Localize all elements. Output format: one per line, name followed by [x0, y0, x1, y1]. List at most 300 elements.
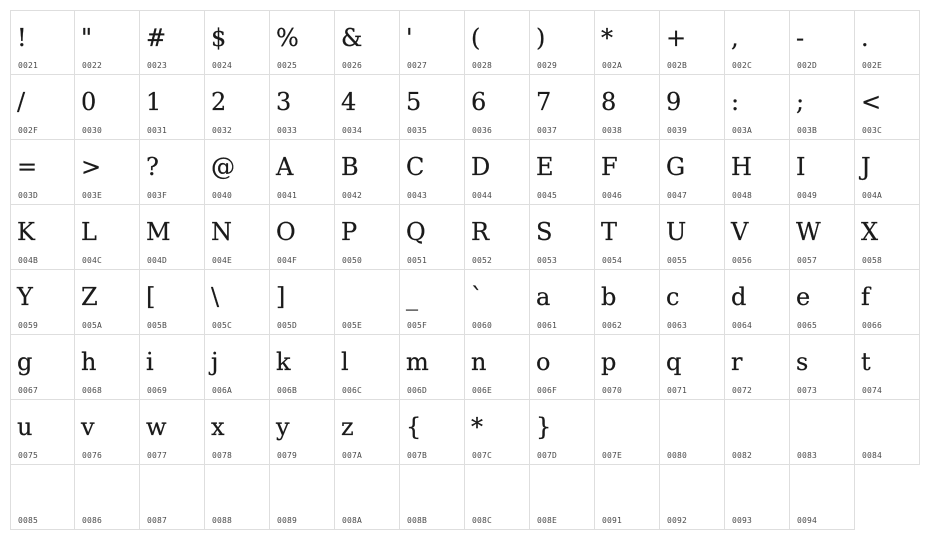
glyph-code-label: 0053 [537, 256, 558, 265]
glyph-sample: w [146, 413, 167, 441]
glyph-code-label: 0047 [667, 191, 688, 200]
glyph-cell[interactable] [790, 465, 855, 530]
glyph-sample: H [731, 153, 752, 181]
glyph-code-label: 003A [732, 126, 753, 135]
glyph-code-label: 004C [82, 256, 103, 265]
glyph-cell[interactable] [660, 10, 725, 75]
glyph-sample: > [81, 153, 102, 181]
glyph-code-label: 0076 [82, 451, 103, 460]
glyph-cell[interactable] [335, 140, 400, 205]
glyph-sample: z [341, 413, 354, 441]
glyph-code-label: 0052 [472, 256, 493, 265]
glyph-code-label: 006F [537, 386, 558, 395]
glyph-code-label: 006C [342, 386, 363, 395]
glyph-cell[interactable] [205, 140, 270, 205]
glyph-cell[interactable] [10, 465, 75, 530]
glyph-code-label: 007C [472, 451, 493, 460]
glyph-cell[interactable] [335, 10, 400, 75]
glyph-sample: M [146, 218, 171, 246]
glyph-sample: 1 [146, 88, 162, 116]
glyph-code-label: 0059 [18, 321, 39, 330]
glyph-code-label: 0060 [472, 321, 493, 330]
glyph-cell[interactable] [660, 335, 725, 400]
glyph-code-label: 005B [147, 321, 168, 330]
glyph-sample: G [666, 153, 686, 181]
glyph-sample: l [341, 348, 349, 376]
glyph-code-label: 0071 [667, 386, 688, 395]
glyph-cell[interactable] [855, 400, 920, 465]
glyph-sample: I [796, 153, 806, 181]
glyph-cell[interactable] [140, 335, 205, 400]
glyph-code-label: 0036 [472, 126, 493, 135]
glyph-sample: * [471, 413, 483, 441]
glyph-sample: ; [796, 88, 805, 116]
glyph-sample: t [861, 348, 871, 376]
glyph-sample: U [666, 218, 687, 246]
glyph-sample: W [796, 218, 821, 246]
glyph-cell[interactable] [855, 205, 920, 270]
glyph-cell[interactable] [400, 465, 465, 530]
glyph-cell[interactable] [660, 75, 725, 140]
glyph-code-label: 003C [862, 126, 883, 135]
glyph-code-label: 004D [147, 256, 168, 265]
glyph-sample: 8 [601, 88, 617, 116]
glyph-cell[interactable] [595, 205, 660, 270]
glyph-code-label: 002D [797, 61, 818, 70]
glyph-sample: T [601, 218, 618, 246]
glyph-cell[interactable] [725, 335, 790, 400]
glyph-code-label: 0063 [667, 321, 688, 330]
glyph-code-label: 004A [862, 191, 883, 200]
glyph-sample: 4 [341, 88, 357, 116]
glyph-code-label: 0057 [797, 256, 818, 265]
glyph-sample: m [406, 348, 429, 376]
glyph-code-label: 007D [537, 451, 558, 460]
glyph-code-label: 006E [472, 386, 493, 395]
glyph-sample: ` [471, 283, 483, 311]
glyph-cell[interactable] [75, 335, 140, 400]
glyph-code-label: 003B [797, 126, 818, 135]
glyph-sample: h [81, 348, 97, 376]
glyph-cell[interactable] [400, 140, 465, 205]
glyph-code-label: 0092 [667, 516, 688, 525]
glyph-sample: 9 [666, 88, 682, 116]
glyph-sample: % [276, 24, 299, 52]
glyph-cell[interactable] [270, 75, 335, 140]
glyph-cell[interactable] [335, 75, 400, 140]
glyph-cell[interactable] [465, 400, 530, 465]
glyph-cell[interactable] [335, 270, 400, 335]
glyph-code-label: 0077 [147, 451, 168, 460]
glyph-code-label: 007A [342, 451, 363, 460]
glyph-code-label: 007B [407, 451, 428, 460]
glyph-sample: @ [211, 153, 235, 181]
glyph-code-label: 0023 [147, 61, 168, 70]
glyph-code-label: 0048 [732, 191, 753, 200]
glyph-cell[interactable] [790, 75, 855, 140]
glyph-cell[interactable] [465, 465, 530, 530]
glyph-sample: $ [211, 24, 227, 52]
glyph-code-label: 005C [212, 321, 233, 330]
glyph-code-label: 0075 [18, 451, 39, 460]
glyph-code-label: 0068 [82, 386, 103, 395]
glyph-sample: + [666, 24, 687, 52]
glyph-code-label: 0022 [82, 61, 103, 70]
glyph-sample: i [146, 348, 154, 376]
glyph-sample: . [861, 24, 869, 52]
glyph-cell[interactable] [270, 400, 335, 465]
glyph-cell[interactable] [855, 270, 920, 335]
glyph-cell[interactable] [725, 465, 790, 530]
glyph-cell[interactable] [10, 10, 75, 75]
glyph-cell[interactable] [140, 400, 205, 465]
glyph-cell[interactable] [465, 10, 530, 75]
glyph-code-label: 003D [18, 191, 39, 200]
glyph-sample: n [471, 348, 487, 376]
glyph-cell[interactable] [595, 140, 660, 205]
glyph-code-label: 0040 [212, 191, 233, 200]
glyph-cell[interactable] [400, 400, 465, 465]
glyph-sample: o [536, 348, 551, 376]
glyph-code-label: 0074 [862, 386, 883, 395]
glyph-cell[interactable] [75, 10, 140, 75]
glyph-cell[interactable] [75, 75, 140, 140]
glyph-cell[interactable] [270, 140, 335, 205]
glyph-code-label: 004B [18, 256, 39, 265]
glyph-code-label: 0021 [18, 61, 39, 70]
glyph-sample: - [796, 24, 805, 52]
glyph-code-label: 0069 [147, 386, 168, 395]
glyph-sample: ! [17, 24, 27, 52]
glyph-code-label: 007E [602, 451, 623, 460]
glyph-cell[interactable] [465, 335, 530, 400]
glyph-cell[interactable] [75, 465, 140, 530]
glyph-cell[interactable] [465, 75, 530, 140]
glyph-sample: r [731, 348, 743, 376]
glyph-cell[interactable] [530, 270, 595, 335]
glyph-sample: k [276, 348, 291, 376]
glyph-code-label: 008A [342, 516, 363, 525]
glyph-code-label: 0058 [862, 256, 883, 265]
glyph-code-label: 0041 [277, 191, 298, 200]
glyph-code-label: 008B [407, 516, 428, 525]
glyph-code-label: 0028 [472, 61, 493, 70]
glyph-sample: V [731, 218, 749, 246]
glyph-code-label: 0062 [602, 321, 623, 330]
glyph-cell[interactable] [10, 205, 75, 270]
glyph-cell[interactable] [660, 140, 725, 205]
glyph-sample: _ [406, 283, 418, 311]
glyph-cell[interactable] [400, 75, 465, 140]
glyph-code-label: 0043 [407, 191, 428, 200]
glyph-sample: E [536, 153, 554, 181]
glyph-sample: B [341, 153, 359, 181]
glyph-sample: * [601, 24, 613, 52]
glyph-code-label: 004E [212, 256, 233, 265]
glyph-code-label: 0079 [277, 451, 298, 460]
glyph-sample: ' [406, 24, 413, 52]
glyph-sample: 6 [471, 88, 487, 116]
glyph-code-label: 0078 [212, 451, 233, 460]
glyph-code-label: 0082 [732, 451, 753, 460]
glyph-cell[interactable] [270, 205, 335, 270]
glyph-sample: b [601, 283, 617, 311]
glyph-cell[interactable] [335, 465, 400, 530]
glyph-code-label: 006D [407, 386, 428, 395]
glyph-cell[interactable] [530, 140, 595, 205]
glyph-code-label: 0025 [277, 61, 298, 70]
glyph-code-label: 0073 [797, 386, 818, 395]
glyph-code-label: 0032 [212, 126, 233, 135]
glyph-sample: 3 [276, 88, 292, 116]
glyph-cell[interactable] [790, 335, 855, 400]
glyph-grid [10, 10, 920, 530]
glyph-sample: = [17, 153, 38, 181]
glyph-sample: 0 [81, 88, 97, 116]
glyph-cell[interactable] [335, 335, 400, 400]
glyph-sample: s [796, 348, 809, 376]
glyph-code-label: 0026 [342, 61, 363, 70]
glyph-cell[interactable] [465, 140, 530, 205]
glyph-cell[interactable] [595, 270, 660, 335]
glyph-code-label: 0045 [537, 191, 558, 200]
glyph-sample: " [81, 24, 93, 52]
glyph-cell[interactable] [400, 270, 465, 335]
glyph-sample: : [731, 88, 740, 116]
glyph-sample: ( [471, 24, 481, 52]
glyph-cell[interactable] [10, 400, 75, 465]
glyph-sample: j [211, 348, 219, 376]
glyph-cell[interactable] [140, 140, 205, 205]
glyph-code-label: 0080 [667, 451, 688, 460]
glyph-cell[interactable] [725, 140, 790, 205]
glyph-sample: < [861, 88, 882, 116]
glyph-cell[interactable] [790, 10, 855, 75]
glyph-code-label: 0061 [537, 321, 558, 330]
glyph-sample: ? [146, 153, 159, 181]
glyph-code-label: 0033 [277, 126, 298, 135]
glyph-cell[interactable] [335, 205, 400, 270]
glyph-cell[interactable] [270, 465, 335, 530]
glyph-sample: X [861, 218, 879, 246]
glyph-sample: c [666, 283, 680, 311]
glyph-cell[interactable] [530, 335, 595, 400]
glyph-cell[interactable] [790, 205, 855, 270]
glyph-cell[interactable] [205, 465, 270, 530]
glyph-sample: x [211, 413, 225, 441]
glyph-cell[interactable] [725, 75, 790, 140]
glyph-sample: A [276, 153, 294, 181]
glyph-sample: q [666, 348, 682, 376]
glyph-sample: F [601, 153, 618, 181]
glyph-sample: C [406, 153, 425, 181]
glyph-code-label: 002E [862, 61, 883, 70]
glyph-cell[interactable] [790, 140, 855, 205]
glyph-cell[interactable] [790, 270, 855, 335]
glyph-cell[interactable] [75, 205, 140, 270]
glyph-code-label: 0093 [732, 516, 753, 525]
glyph-code-label: 005A [82, 321, 103, 330]
glyph-code-label: 008E [537, 516, 558, 525]
glyph-cell[interactable] [140, 270, 205, 335]
glyph-cell[interactable] [530, 10, 595, 75]
glyph-cell[interactable] [660, 465, 725, 530]
glyph-cell[interactable] [595, 335, 660, 400]
glyph-cell[interactable] [270, 10, 335, 75]
glyph-code-label: 005F [407, 321, 428, 330]
glyph-code-label: 005E [342, 321, 363, 330]
glyph-cell[interactable] [530, 400, 595, 465]
glyph-sample: / [17, 88, 26, 116]
glyph-cell[interactable] [10, 270, 75, 335]
glyph-code-label: 0035 [407, 126, 428, 135]
glyph-sample: d [731, 283, 747, 311]
glyph-code-label: 0046 [602, 191, 623, 200]
glyph-cell[interactable] [10, 75, 75, 140]
glyph-cell[interactable] [270, 335, 335, 400]
glyph-cell[interactable] [75, 270, 140, 335]
glyph-sample: ] [276, 283, 286, 311]
glyph-sample: & [341, 24, 363, 52]
glyph-code-label: 002C [732, 61, 753, 70]
glyph-code-label: 0094 [797, 516, 818, 525]
glyph-cell[interactable] [855, 10, 920, 75]
glyph-cell[interactable] [205, 270, 270, 335]
glyph-cell[interactable] [660, 270, 725, 335]
glyph-code-label: 002A [602, 61, 623, 70]
glyph-code-label: 004F [277, 256, 298, 265]
glyph-sample: a [536, 283, 551, 311]
glyph-code-label: 0083 [797, 451, 818, 460]
glyph-code-label: 002B [667, 61, 688, 70]
glyph-code-label: 0039 [667, 126, 688, 135]
glyph-cell[interactable] [790, 400, 855, 465]
glyph-cell[interactable] [660, 205, 725, 270]
glyph-cell[interactable] [530, 205, 595, 270]
glyph-cell[interactable] [140, 75, 205, 140]
glyph-cell[interactable] [855, 140, 920, 205]
glyph-sample: p [601, 348, 617, 376]
glyph-code-label: 0065 [797, 321, 818, 330]
glyph-cell[interactable] [205, 400, 270, 465]
glyph-cell[interactable] [270, 270, 335, 335]
glyph-code-label: 0030 [82, 126, 103, 135]
glyph-sample: u [17, 413, 33, 441]
glyph-cell[interactable] [400, 10, 465, 75]
glyph-sample: Z [81, 283, 98, 311]
glyph-code-label: 008C [472, 516, 493, 525]
glyph-code-label: 0056 [732, 256, 753, 265]
glyph-cell[interactable] [660, 400, 725, 465]
glyph-cell[interactable] [465, 270, 530, 335]
glyph-code-label: 003F [147, 191, 168, 200]
glyph-sample: N [211, 218, 232, 246]
glyph-sample: { [406, 413, 422, 441]
glyph-code-label: 0067 [18, 386, 39, 395]
glyph-cell[interactable] [205, 75, 270, 140]
glyph-code-label: 0070 [602, 386, 623, 395]
glyph-sample: [ [146, 283, 156, 311]
glyph-cell[interactable] [465, 205, 530, 270]
glyph-cell[interactable] [205, 10, 270, 75]
glyph-sample: 5 [406, 88, 422, 116]
glyph-cell[interactable] [10, 335, 75, 400]
glyph-sample: e [796, 283, 811, 311]
glyph-cell[interactable] [855, 75, 920, 140]
glyph-cell[interactable] [725, 205, 790, 270]
glyph-code-label: 0072 [732, 386, 753, 395]
glyph-cell[interactable] [855, 335, 920, 400]
glyph-code-label: 0034 [342, 126, 363, 135]
glyph-code-label: 003E [82, 191, 103, 200]
glyph-cell[interactable] [530, 465, 595, 530]
glyph-code-label: 0042 [342, 191, 363, 200]
glyph-code-label: 0049 [797, 191, 818, 200]
glyph-cell[interactable] [725, 10, 790, 75]
glyph-cell[interactable] [595, 465, 660, 530]
glyph-code-label: 0037 [537, 126, 558, 135]
glyph-sample: , [731, 24, 739, 52]
glyph-sample: f [861, 283, 870, 311]
glyph-cell[interactable] [75, 140, 140, 205]
glyph-code-label: 0055 [667, 256, 688, 265]
glyph-code-label: 0024 [212, 61, 233, 70]
glyph-sample: \ [211, 283, 220, 311]
glyph-cell[interactable] [400, 335, 465, 400]
glyph-cell[interactable] [140, 465, 205, 530]
glyph-code-label: 006B [277, 386, 298, 395]
glyph-sample: R [471, 218, 490, 246]
glyph-code-label: 0064 [732, 321, 753, 330]
glyph-code-label: 0054 [602, 256, 623, 265]
glyph-sample: O [276, 218, 296, 246]
glyph-cell[interactable] [140, 10, 205, 75]
glyph-code-label: 0031 [147, 126, 168, 135]
glyph-code-label: 0066 [862, 321, 883, 330]
glyph-sample: D [471, 153, 491, 181]
glyph-code-label: 002F [18, 126, 39, 135]
glyph-cell[interactable] [205, 335, 270, 400]
glyph-code-label: 0091 [602, 516, 623, 525]
glyph-sample: y [276, 413, 290, 441]
glyph-cell[interactable] [595, 400, 660, 465]
glyph-code-label: 0044 [472, 191, 493, 200]
glyph-cell[interactable] [335, 400, 400, 465]
glyph-cell[interactable] [140, 205, 205, 270]
glyph-code-label: 0085 [18, 516, 39, 525]
glyph-cell[interactable] [75, 400, 140, 465]
glyph-cell[interactable] [595, 75, 660, 140]
glyph-code-label: 0084 [862, 451, 883, 460]
glyph-sample: J [861, 153, 871, 181]
glyph-code-label: 0027 [407, 61, 428, 70]
glyph-code-label: 0086 [82, 516, 103, 525]
glyph-code-label: 005D [277, 321, 298, 330]
glyph-sample: L [81, 218, 97, 246]
glyph-sample: } [536, 413, 552, 441]
glyph-code-label: 0088 [212, 516, 233, 525]
glyph-cell[interactable] [10, 140, 75, 205]
glyph-cell[interactable] [530, 75, 595, 140]
glyph-cell[interactable] [205, 205, 270, 270]
glyph-code-label: 0087 [147, 516, 168, 525]
glyph-sample: Y [17, 283, 33, 311]
glyph-cell[interactable] [595, 10, 660, 75]
glyph-sample: # [146, 24, 167, 52]
glyph-cell[interactable] [400, 205, 465, 270]
glyph-cell[interactable] [725, 270, 790, 335]
glyph-cell[interactable] [725, 400, 790, 465]
